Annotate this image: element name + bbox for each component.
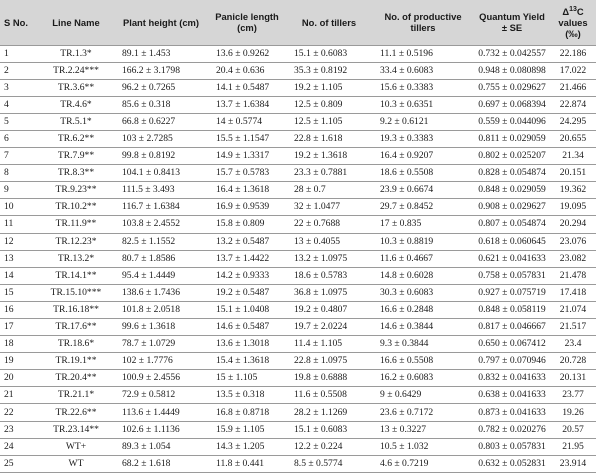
cell-panicle-length: 15.4 ± 1.3618 bbox=[208, 353, 286, 370]
cell-plant-height: 85.6 ± 0.318 bbox=[114, 96, 208, 113]
cell-panicle-length: 15 ± 1.105 bbox=[208, 370, 286, 387]
cell-line-name: TR.10.2** bbox=[38, 199, 114, 216]
cell-line-name: TR.18.6* bbox=[38, 336, 114, 353]
cell-productive-tillers: 13 ± 0.3227 bbox=[372, 421, 474, 438]
cell-panicle-length: 16.4 ± 1.3618 bbox=[208, 182, 286, 199]
cell-panicle-length: 14.1 ± 0.5487 bbox=[208, 79, 286, 96]
cell-delta-13c: 21.34 bbox=[550, 148, 596, 165]
table-row bbox=[0, 216, 596, 233]
cell-s-no: 23 bbox=[0, 421, 38, 438]
cell-panicle-length: 20.4 ± 0.636 bbox=[208, 62, 286, 79]
cell-quantum-yield: 0.873 ± 0.041633 bbox=[474, 404, 550, 421]
cell-s-no: 13 bbox=[0, 250, 38, 267]
cell-productive-tillers: 9.2 ± 0.6121 bbox=[372, 113, 474, 130]
cell-s-no: 20 bbox=[0, 370, 38, 387]
cell-quantum-yield: 0.927 ± 0.075719 bbox=[474, 284, 550, 301]
cell-plant-height: 101.8 ± 2.0518 bbox=[114, 301, 208, 318]
cell-tillers: 8.5 ± 0.5774 bbox=[286, 455, 372, 472]
cell-s-no: 5 bbox=[0, 113, 38, 130]
cell-quantum-yield: 0.807 ± 0.054874 bbox=[474, 216, 550, 233]
table-row bbox=[0, 165, 596, 182]
cell-panicle-length: 15.1 ± 1.0408 bbox=[208, 301, 286, 318]
cell-productive-tillers: 15.6 ± 0.3383 bbox=[372, 79, 474, 96]
table-row bbox=[0, 199, 596, 216]
cell-line-name: WT+ bbox=[38, 438, 114, 455]
cell-plant-height: 102.6 ± 1.1136 bbox=[114, 421, 208, 438]
cell-panicle-length: 14.9 ± 1.3317 bbox=[208, 148, 286, 165]
cell-delta-13c: 23.4 bbox=[550, 336, 596, 353]
cell-delta-13c: 19.26 bbox=[550, 404, 596, 421]
cell-productive-tillers: 30.3 ± 0.6083 bbox=[372, 284, 474, 301]
cell-quantum-yield: 0.832 ± 0.041633 bbox=[474, 370, 550, 387]
cell-tillers: 22 ± 0.7688 bbox=[286, 216, 372, 233]
cell-delta-13c: 19.362 bbox=[550, 182, 596, 199]
table-row bbox=[0, 267, 596, 284]
cell-productive-tillers: 10.3 ± 0.6351 bbox=[372, 96, 474, 113]
cell-s-no: 1 bbox=[0, 45, 38, 62]
table-body bbox=[0, 45, 596, 472]
cell-s-no: 3 bbox=[0, 79, 38, 96]
cell-quantum-yield: 0.618 ± 0.060645 bbox=[474, 233, 550, 250]
cell-productive-tillers: 29.7 ± 0.8452 bbox=[372, 199, 474, 216]
cell-quantum-yield: 0.650 ± 0.067412 bbox=[474, 336, 550, 353]
cell-productive-tillers: 4.6 ± 0.7219 bbox=[372, 455, 474, 472]
cell-line-name: TR.1.3* bbox=[38, 45, 114, 62]
cell-delta-13c: 22.874 bbox=[550, 96, 596, 113]
cell-quantum-yield: 0.817 ± 0.046667 bbox=[474, 319, 550, 336]
cell-productive-tillers: 10.3 ± 0.8819 bbox=[372, 233, 474, 250]
cell-delta-13c: 20.655 bbox=[550, 130, 596, 147]
cell-delta-13c: 21.466 bbox=[550, 79, 596, 96]
cell-panicle-length: 13.7 ± 1.6384 bbox=[208, 96, 286, 113]
cell-delta-13c: 20.151 bbox=[550, 165, 596, 182]
cell-tillers: 23.3 ± 0.7881 bbox=[286, 165, 372, 182]
cell-tillers: 32 ± 1.0477 bbox=[286, 199, 372, 216]
cell-productive-tillers: 18.6 ± 0.5508 bbox=[372, 165, 474, 182]
cell-tillers: 19.7 ± 2.0224 bbox=[286, 319, 372, 336]
cell-plant-height: 116.7 ± 1.6384 bbox=[114, 199, 208, 216]
table-row bbox=[0, 438, 596, 455]
cell-plant-height: 99.8 ± 0.8192 bbox=[114, 148, 208, 165]
cell-line-name: TR.8.3** bbox=[38, 165, 114, 182]
cell-quantum-yield: 0.621 ± 0.041633 bbox=[474, 250, 550, 267]
cell-quantum-yield: 0.828 ± 0.054874 bbox=[474, 165, 550, 182]
cell-delta-13c: 17.418 bbox=[550, 284, 596, 301]
cell-delta-13c: 21.074 bbox=[550, 301, 596, 318]
cell-plant-height: 68.2 ± 1.618 bbox=[114, 455, 208, 472]
cell-tillers: 22.8 ± 1.618 bbox=[286, 130, 372, 147]
cell-s-no: 19 bbox=[0, 353, 38, 370]
cell-productive-tillers: 10.5 ± 1.032 bbox=[372, 438, 474, 455]
cell-productive-tillers: 9 ± 0.6429 bbox=[372, 387, 474, 404]
cell-line-name: WT bbox=[38, 455, 114, 472]
cell-s-no: 24 bbox=[0, 438, 38, 455]
table-row bbox=[0, 284, 596, 301]
cell-line-name: TR.23.14** bbox=[38, 421, 114, 438]
cell-line-name: TR.15.10*** bbox=[38, 284, 114, 301]
table-row bbox=[0, 353, 596, 370]
cell-quantum-yield: 0.632 ± 0.052831 bbox=[474, 455, 550, 472]
cell-panicle-length: 13.5 ± 0.318 bbox=[208, 387, 286, 404]
cell-tillers: 19.2 ± 1.105 bbox=[286, 79, 372, 96]
cell-line-name: TR.9.23** bbox=[38, 182, 114, 199]
cell-delta-13c: 19.095 bbox=[550, 199, 596, 216]
table-row bbox=[0, 182, 596, 199]
cell-quantum-yield: 0.948 ± 0.080898 bbox=[474, 62, 550, 79]
table-row bbox=[0, 148, 596, 165]
cell-line-name: TR.21.1* bbox=[38, 387, 114, 404]
cell-productive-tillers: 14.6 ± 0.3844 bbox=[372, 319, 474, 336]
cell-s-no: 2 bbox=[0, 62, 38, 79]
cell-delta-13c: 20.728 bbox=[550, 353, 596, 370]
cell-panicle-length: 14 ± 0.5774 bbox=[208, 113, 286, 130]
cell-productive-tillers: 23.9 ± 0.6674 bbox=[372, 182, 474, 199]
delta-label: C values (‰) bbox=[558, 5, 588, 39]
table-row bbox=[0, 319, 596, 336]
cell-tillers: 19.8 ± 0.6888 bbox=[286, 370, 372, 387]
cell-delta-13c: 23.082 bbox=[550, 250, 596, 267]
cell-plant-height: 66.8 ± 0.6227 bbox=[114, 113, 208, 130]
cell-delta-13c: 23.77 bbox=[550, 387, 596, 404]
cell-productive-tillers: 16.6 ± 0.2848 bbox=[372, 301, 474, 318]
cell-panicle-length: 14.6 ± 0.5487 bbox=[208, 319, 286, 336]
cell-quantum-yield: 0.848 ± 0.029059 bbox=[474, 182, 550, 199]
cell-line-name: TR.7.9** bbox=[38, 148, 114, 165]
cell-line-name: TR.6.2** bbox=[38, 130, 114, 147]
cell-delta-13c: 20.294 bbox=[550, 216, 596, 233]
cell-panicle-length: 16.9 ± 0.9539 bbox=[208, 199, 286, 216]
cell-productive-tillers: 17 ± 0.835 bbox=[372, 216, 474, 233]
cell-quantum-yield: 0.782 ± 0.020276 bbox=[474, 421, 550, 438]
cell-s-no: 6 bbox=[0, 130, 38, 147]
header-row bbox=[0, 0, 596, 45]
cell-panicle-length: 15.5 ± 1.1547 bbox=[208, 130, 286, 147]
cell-quantum-yield: 0.802 ± 0.025207 bbox=[474, 148, 550, 165]
cell-quantum-yield: 0.811 ± 0.029059 bbox=[474, 130, 550, 147]
cell-plant-height: 103 ± 2.7285 bbox=[114, 130, 208, 147]
cell-panicle-length: 13.7 ± 1.4422 bbox=[208, 250, 286, 267]
header-line-name: Line Name bbox=[52, 16, 100, 28]
cell-s-no: 14 bbox=[0, 267, 38, 284]
cell-delta-13c: 22.186 bbox=[550, 45, 596, 62]
table-row bbox=[0, 387, 596, 404]
cell-tillers: 28 ± 0.7 bbox=[286, 182, 372, 199]
cell-quantum-yield: 0.797 ± 0.070946 bbox=[474, 353, 550, 370]
cell-plant-height: 138.6 ± 1.7436 bbox=[114, 284, 208, 301]
cell-s-no: 22 bbox=[0, 404, 38, 421]
cell-plant-height: 104.1 ± 0.8413 bbox=[114, 165, 208, 182]
table-row bbox=[0, 113, 596, 130]
cell-quantum-yield: 0.755 ± 0.029627 bbox=[474, 79, 550, 96]
table-row bbox=[0, 62, 596, 79]
cell-quantum-yield: 0.732 ± 0.042557 bbox=[474, 45, 550, 62]
cell-panicle-length: 19.2 ± 0.5487 bbox=[208, 284, 286, 301]
cell-productive-tillers: 19.3 ± 0.3383 bbox=[372, 130, 474, 147]
delta-symbol: Δ bbox=[562, 5, 570, 17]
cell-s-no: 12 bbox=[0, 233, 38, 250]
cell-line-name: TR.3.6** bbox=[38, 79, 114, 96]
cell-tillers: 18.6 ± 0.5783 bbox=[286, 267, 372, 284]
cell-s-no: 18 bbox=[0, 336, 38, 353]
cell-tillers: 22.8 ± 1.0975 bbox=[286, 353, 372, 370]
cell-plant-height: 100.9 ± 2.4556 bbox=[114, 370, 208, 387]
cell-line-name: TR.22.6** bbox=[38, 404, 114, 421]
cell-delta-13c: 17.022 bbox=[550, 62, 596, 79]
table-row bbox=[0, 455, 596, 472]
cell-line-name: TR.14.1** bbox=[38, 267, 114, 284]
cell-s-no: 25 bbox=[0, 455, 38, 472]
header-plant-height: Plant height (cm) bbox=[122, 16, 200, 28]
delta-superscript: 13 bbox=[569, 5, 577, 13]
cell-tillers: 12.2 ± 0.224 bbox=[286, 438, 372, 455]
cell-s-no: 8 bbox=[0, 165, 38, 182]
table-row bbox=[0, 79, 596, 96]
cell-productive-tillers: 23.6 ± 0.7172 bbox=[372, 404, 474, 421]
cell-tillers: 11.4 ± 1.105 bbox=[286, 336, 372, 353]
cell-productive-tillers: 14.8 ± 0.6028 bbox=[372, 267, 474, 284]
cell-tillers: 15.1 ± 0.6083 bbox=[286, 45, 372, 62]
cell-plant-height: 102 ± 1.7776 bbox=[114, 353, 208, 370]
cell-line-name: TR.4.6* bbox=[38, 96, 114, 113]
cell-plant-height: 103.8 ± 2.4552 bbox=[114, 216, 208, 233]
cell-quantum-yield: 0.697 ± 0.068394 bbox=[474, 96, 550, 113]
cell-line-name: TR.2.24*** bbox=[38, 62, 114, 79]
header-s-no: S No. bbox=[4, 16, 28, 28]
cell-panicle-length: 13.6 ± 1.3018 bbox=[208, 336, 286, 353]
cell-productive-tillers: 16.6 ± 0.5508 bbox=[372, 353, 474, 370]
cell-plant-height: 96.2 ± 0.7265 bbox=[114, 79, 208, 96]
table-row bbox=[0, 336, 596, 353]
cell-plant-height: 166.2 ± 3.1798 bbox=[114, 62, 208, 79]
cell-delta-13c: 21.517 bbox=[550, 319, 596, 336]
table-row bbox=[0, 45, 596, 62]
cell-panicle-length: 13.6 ± 0.9262 bbox=[208, 45, 286, 62]
cell-plant-height: 78.7 ± 1.0729 bbox=[114, 336, 208, 353]
cell-tillers: 11.6 ± 0.5508 bbox=[286, 387, 372, 404]
cell-s-no: 11 bbox=[0, 216, 38, 233]
table-row bbox=[0, 421, 596, 438]
cell-panicle-length: 14.3 ± 1.205 bbox=[208, 438, 286, 455]
cell-panicle-length: 16.8 ± 0.8718 bbox=[208, 404, 286, 421]
cell-plant-height: 80.7 ± 1.8586 bbox=[114, 250, 208, 267]
header-delta-13c bbox=[550, 0, 596, 45]
cell-tillers: 15.1 ± 0.6083 bbox=[286, 421, 372, 438]
cell-tillers: 13.2 ± 1.0975 bbox=[286, 250, 372, 267]
cell-s-no: 17 bbox=[0, 319, 38, 336]
cell-panicle-length: 14.2 ± 0.9333 bbox=[208, 267, 286, 284]
cell-tillers: 12.5 ± 0.809 bbox=[286, 96, 372, 113]
cell-quantum-yield: 0.803 ± 0.057831 bbox=[474, 438, 550, 455]
cell-s-no: 7 bbox=[0, 148, 38, 165]
cell-plant-height: 72.9 ± 0.5812 bbox=[114, 387, 208, 404]
cell-productive-tillers: 16.2 ± 0.6083 bbox=[372, 370, 474, 387]
cell-panicle-length: 15.9 ± 1.105 bbox=[208, 421, 286, 438]
cell-tillers: 19.2 ± 0.4807 bbox=[286, 301, 372, 318]
table-header bbox=[0, 0, 596, 45]
cell-line-name: TR.20.4** bbox=[38, 370, 114, 387]
cell-quantum-yield: 0.638 ± 0.041633 bbox=[474, 387, 550, 404]
table-row bbox=[0, 370, 596, 387]
cell-delta-13c: 23.914 bbox=[550, 455, 596, 472]
header-productive-tillers: No. of productive tillers bbox=[384, 11, 462, 34]
cell-plant-height: 89.1 ± 1.453 bbox=[114, 45, 208, 62]
cell-plant-height: 113.6 ± 1.4449 bbox=[114, 404, 208, 421]
cell-quantum-yield: 0.559 ± 0.044096 bbox=[474, 113, 550, 130]
table-row bbox=[0, 233, 596, 250]
cell-plant-height: 99.6 ± 1.3618 bbox=[114, 319, 208, 336]
cell-tillers: 35.3 ± 0.8192 bbox=[286, 62, 372, 79]
cell-quantum-yield: 0.758 ± 0.057831 bbox=[474, 267, 550, 284]
header-tillers: No. of tillers bbox=[301, 16, 357, 28]
cell-s-no: 4 bbox=[0, 96, 38, 113]
cell-panicle-length: 13.2 ± 0.5487 bbox=[208, 233, 286, 250]
cell-s-no: 16 bbox=[0, 301, 38, 318]
cell-tillers: 13 ± 0.4055 bbox=[286, 233, 372, 250]
cell-line-name: TR.13.2* bbox=[38, 250, 114, 267]
cell-s-no: 21 bbox=[0, 387, 38, 404]
cell-line-name: TR.19.1** bbox=[38, 353, 114, 370]
cell-line-name: TR.17.6** bbox=[38, 319, 114, 336]
table-row bbox=[0, 96, 596, 113]
cell-quantum-yield: 0.848 ± 0.058119 bbox=[474, 301, 550, 318]
cell-delta-13c: 24.295 bbox=[550, 113, 596, 130]
cell-panicle-length: 15.7 ± 0.5783 bbox=[208, 165, 286, 182]
cell-line-name: TR.12.23* bbox=[38, 233, 114, 250]
header-panicle-length: Panicle length (cm) bbox=[215, 11, 279, 34]
cell-line-name: TR.5.1* bbox=[38, 113, 114, 130]
cell-plant-height: 111.5 ± 3.493 bbox=[114, 182, 208, 199]
cell-productive-tillers: 33.4 ± 0.6083 bbox=[372, 62, 474, 79]
cell-s-no: 9 bbox=[0, 182, 38, 199]
cell-line-name: TR.16.18** bbox=[38, 301, 114, 318]
table-row bbox=[0, 404, 596, 421]
cell-plant-height: 89.3 ± 1.054 bbox=[114, 438, 208, 455]
cell-productive-tillers: 16.4 ± 0.9207 bbox=[372, 148, 474, 165]
header-quantum-yield: Quantum Yield ± SE bbox=[479, 11, 545, 34]
cell-delta-13c: 23.076 bbox=[550, 233, 596, 250]
cell-panicle-length: 11.8 ± 0.441 bbox=[208, 455, 286, 472]
cell-tillers: 28.2 ± 1.1269 bbox=[286, 404, 372, 421]
cell-tillers: 12.5 ± 1.105 bbox=[286, 113, 372, 130]
cell-delta-13c: 21.478 bbox=[550, 267, 596, 284]
cell-tillers: 19.2 ± 1.3618 bbox=[286, 148, 372, 165]
cell-plant-height: 95.4 ± 1.4449 bbox=[114, 267, 208, 284]
cell-panicle-length: 15.8 ± 0.809 bbox=[208, 216, 286, 233]
cell-productive-tillers: 9.3 ± 0.3844 bbox=[372, 336, 474, 353]
cell-productive-tillers: 11.1 ± 0.5196 bbox=[372, 45, 474, 62]
cell-s-no: 10 bbox=[0, 199, 38, 216]
table-row bbox=[0, 250, 596, 267]
cell-delta-13c: 20.131 bbox=[550, 370, 596, 387]
cell-line-name: TR.11.9** bbox=[38, 216, 114, 233]
table-row bbox=[0, 301, 596, 318]
cell-s-no: 15 bbox=[0, 284, 38, 301]
cell-quantum-yield: 0.908 ± 0.029627 bbox=[474, 199, 550, 216]
cell-productive-tillers: 11.6 ± 0.4667 bbox=[372, 250, 474, 267]
table-row bbox=[0, 130, 596, 147]
cell-tillers: 36.8 ± 1.0975 bbox=[286, 284, 372, 301]
cell-plant-height: 82.5 ± 1.1552 bbox=[114, 233, 208, 250]
cell-delta-13c: 20.57 bbox=[550, 421, 596, 438]
cell-delta-13c: 21.95 bbox=[550, 438, 596, 455]
